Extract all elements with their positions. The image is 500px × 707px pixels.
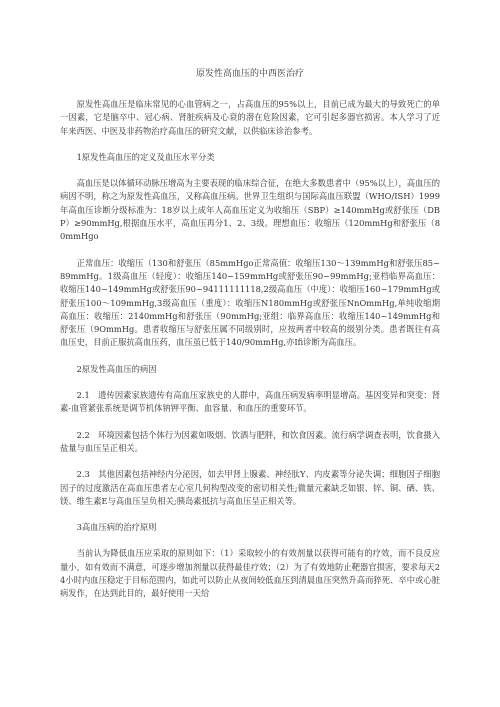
paragraph-environment-factors: 2.2 环境因素包括个体行为因素如吸烟、饮酒与肥胖，和饮食因素。流行病学调查表明，饮食摄入盐量与血压呈正相关。: [60, 429, 440, 453]
section-heading-2: 2原发性高血压的病因: [76, 363, 157, 374]
paragraph-classification: 正常血压：收缩压（130和舒张压（85mmHgo正常高值：收缩压130～139mmHg和舒张压85~89mmHg。1级高血压（轻度）：收缩压140~159mmHg或舒张压90~99mmHg;亚档临界高血压：收缩压140~149mmHg或舒张压90~94111111118,2级高血压（中度）：收缩压160~179mmHg或舒张压100～109mmHg,3级高血压（重度）：收缩压N180mmHg或舒张压NnOmmHg,单纯收缩期高血压：收缩压：2140mmHg和舒张压（90mmHg;亚组：临界高血压：收缩压140~149mmHg和舒张压（9OmmHg。患者收缩压与舒张压属不同级别时，应按两者中较高的级别分类。患者既往有高血压史，目前正服抗高血压药，血压虽已低于140/90mmHg,亦Ifi诊断为高血压。: [60, 257, 440, 348]
document-title: 原发性高血压的中西医治疗: [195, 69, 304, 79]
paragraph-genetic-factors: 2.1 遗传因素家族遗传有高血压家族史的人群中，高血压病发病率明显增高。基因变异和突变：肾素-血管紧张系统是调节机体钠钾平衡、血容量、和血压的重要环节。: [60, 390, 440, 414]
paragraph-other-factors: 2.3 其他因素包括神经内分泌因，如去甲肾上腺素、神经肽Y、内皮素等分泌失调；细胞因子细胞因子的过度激活在高血压患者左心室几何构型改变的密切相关性;微量元素缺乏如银、锌、铜、硒、铁、镁、维生素E与高血压呈负相关;胰岛素抵抗与高血压呈正相关等。: [60, 469, 440, 506]
section-heading-3: 3高血压病的治疗原则: [76, 522, 157, 533]
paragraph-intro: 原发性高血压是临床常见的心血管病之一，占高血压的95%以上，目前已成为最大的导致死亡的单一因素，它是脑卒中、冠心病、肾脏疾病及心衰的潜在危险因素，它可引起多器官损害。本人学习了近年来西医、中医及非药物治疗高血压的研究文献，以供临床诊治参考。: [60, 99, 440, 136]
paragraph-treatment-principles: 当前认为降低血压应采取的原则如下：（1）采取较小的有效剂量以获得可能有的疗效，而不良反应量小，如有效而不满意，可逐步增加剂量以获得最佳疗效；（2）为了有效地防止靶器官损害，要求每天24小时内血压稳定于目标范围内，如此可以防止从夜间较低血压到清晨血压突然升高而猝死、卒中或心脏病发作，在达到此目的，最好使用一天给: [60, 548, 440, 599]
section-heading-1: 1原发性高血压的定义及血压水平分类: [76, 151, 215, 162]
paragraph-definition: 高血压是以体循环动脉压增高为主要表现的临床综合征，在绝大多数患者中（95%以上），高血压的病因不明，称之为原发性高血压，又称高血压病。世界卫生组织与国际高血压联盟（WHO/ISH）1999年高血压诊断分级标准为：18岁以上成年人高血压定义为收缩压（SBP）≥140mmHg或舒张压（DBP）≥90mmHg,根据血压水平，高血压再分1、2、3级。理想血压：收缩压（120mmHg和舒张压（80mmHgo: [60, 178, 440, 242]
